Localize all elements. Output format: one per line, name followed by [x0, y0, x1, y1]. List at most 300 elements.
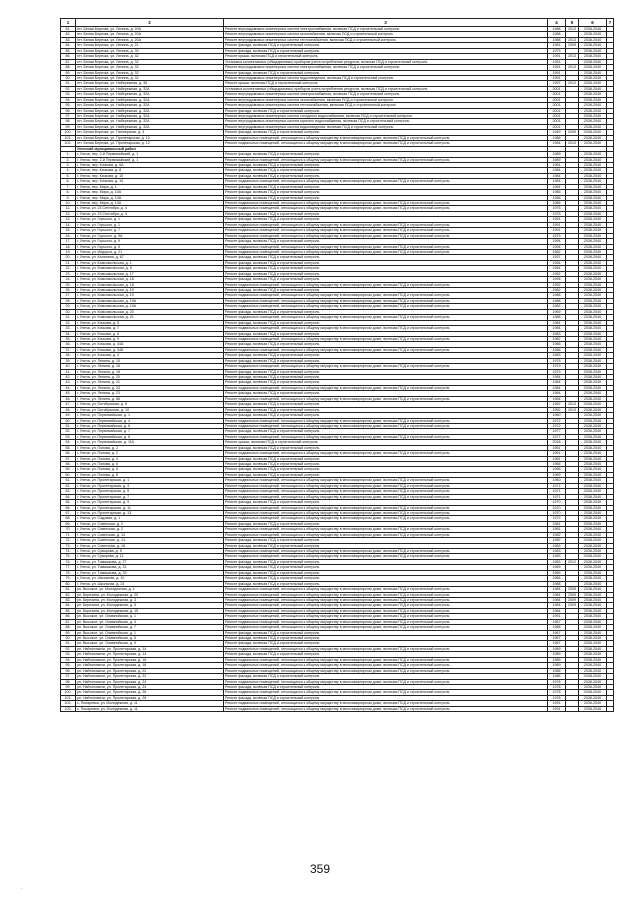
row-address: пгт. Белая Березка, ул. Ленина, д. 30: [76, 48, 224, 53]
margin-mark: ·: [21, 886, 23, 892]
row-planned-period: 2038-2040: [579, 500, 607, 505]
row-number: 80.: [61, 581, 76, 586]
row-planned-period: 2038-2040: [579, 652, 607, 657]
row-number: 99.: [61, 684, 76, 689]
row-number: 83.: [61, 37, 76, 42]
row-year-built: 1984: [548, 141, 566, 146]
row-work-type: Ремонт подвальных помещений, относящихся к общему имуществу в многоквартирном доме, включая ПСД и строительный контроль: [224, 418, 548, 423]
row-work-type: Ремонт фасада, включая ПСД и строительный контроль: [224, 43, 548, 48]
row-work-type: Ремонт фасада, включая ПСД и строительный контроль: [224, 630, 548, 635]
row-year-built: 1979: [548, 364, 566, 369]
row-planned-period: 2038-2040: [579, 456, 607, 461]
row-number: 23.: [61, 271, 76, 276]
row-number: 11.: [61, 206, 76, 211]
row-work-type: Ремонт фасада, включая ПСД и строительный контроль: [224, 108, 548, 113]
row-work-type: Ремонт фасада, включая ПСД и строительный контроль: [224, 70, 548, 75]
row-work-type: Ремонт фасада, включая ПСД и строительный контроль: [224, 559, 548, 564]
row-address: рп. Найтоповичи, ул. Пролетарская, д. 26: [76, 690, 224, 695]
row-year-built: 1969: [548, 570, 566, 575]
row-year-built: 1982: [548, 304, 566, 309]
row-planned-period: 2038-2040: [579, 587, 607, 592]
row-number: 71.: [61, 532, 76, 537]
row-year-built: 1978: [548, 684, 566, 689]
row-work-type: Ремонт фасада, включая ПСД и строительный контроль: [224, 239, 548, 244]
row-number: 98.: [61, 679, 76, 684]
row-address: г. Унеча, ул. Пролетарская, д. 13: [76, 510, 224, 515]
row-planned-period: 2038-2040: [579, 130, 607, 135]
row-year-built: 1970: [548, 500, 566, 505]
row-work-type: Ремонт подвальных помещений, относящихся к общему имуществу в многоквартирном доме, включая ПСД и строительный контроль: [224, 505, 548, 510]
row-number: 25.: [61, 282, 76, 287]
row-address: пгт. Белая Березка, ул. Набережная, д. 32А: [76, 114, 224, 119]
row-number: 17.: [61, 239, 76, 244]
row-number: 93.: [61, 92, 76, 97]
row-number: 12.: [61, 211, 76, 216]
row-address: г. Унеча, ул. Школьная, д. 24: [76, 581, 224, 586]
row-number: 27.: [61, 293, 76, 298]
row-year-built: 1961: [548, 445, 566, 450]
row-work-type: Ремонт подвальных помещений, относящихся к общему имуществу в многоквартирном доме, включая ПСД и строительный контроль: [224, 298, 548, 303]
row-number: 101.: [61, 695, 76, 700]
row-work-type: Ремонт фасада, включая ПСД и строительный контроль: [224, 641, 548, 646]
row-planned-period: 2038-2040: [579, 43, 607, 48]
row-address: г. Унеча, ул. Кочкова, д. 34А: [76, 342, 224, 347]
document-sheet: [60, 18, 613, 712]
row-number: 70.: [61, 527, 76, 532]
row-address: пгт. Белая Березка, ул. Ленина, д. 32: [76, 65, 224, 70]
row-work-type: Ремонт фасада, включая ПСД и строительный контроль: [224, 353, 548, 358]
row-number: 42.: [61, 375, 76, 380]
row-number: 41.: [61, 369, 76, 374]
row-work-type: Ремонт подвальных помещений, относящихся к общему имуществу в многоквартирном доме, включая ПСД и строительный контроль: [224, 701, 548, 706]
row-address: г. Унеча, ул. Калинина, д. 67: [76, 255, 224, 260]
row-planned-period: 2038-2040: [579, 304, 607, 309]
row-year-built: 1975: [548, 48, 566, 53]
row-work-type: Ремонт внутридомовых инженерных систем электроснабжения, включая ПСД и строительный контроль: [224, 27, 548, 32]
row-work-type: Ремонт подвальных помещений, относящихся к общему имуществу в многоквартирном доме, включая ПСД и строительный контроль: [224, 668, 548, 673]
row-address: рп. Высокое, ул. Олимпийская, д. 7: [76, 625, 224, 630]
row-year-built: 1991: [548, 59, 566, 64]
row-year-built: 1960: [548, 413, 566, 418]
row-address: г. Унеча, ул. Кочкова, д. 7: [76, 326, 224, 331]
row-number: 88.: [61, 625, 76, 630]
row-work-type: Ремонт подвальных помещений, относящихся к общему имуществу в многоквартирном доме, включая ПСД и строительный контроль: [224, 625, 548, 630]
row-year-built: 1972: [548, 423, 566, 428]
row-planned-period: 2038-2040: [579, 684, 607, 689]
row-year-built: 1989: [548, 646, 566, 651]
row-year-built: 1983: [548, 554, 566, 559]
row-planned-period: 2038-2040: [579, 92, 607, 97]
row-year-built: 1971: [548, 483, 566, 488]
row-year-built: 1992: [548, 282, 566, 287]
row-year-built: 1989: [548, 152, 566, 157]
row-address: пгт. Белая Березка, ул. Ленина, д. 32: [76, 70, 224, 75]
row-year-built: 1979: [548, 233, 566, 238]
row-address: г. Унеча, пер. Кочкова, д. 6А: [76, 162, 224, 167]
row-year-built: 1991: [548, 65, 566, 70]
row-planned-period: 2038-2040: [579, 222, 607, 227]
row-work-type: Ремонт фасада, включая ПСД и строительный контроль: [224, 402, 548, 407]
row-number: 51.: [61, 423, 76, 428]
row-planned-period: 2038-2040: [579, 565, 607, 570]
row-work-type: Ремонт подвальных помещений, относящихся к общему имуществу в многоквартирном доме, включая ПСД и строительный контроль: [224, 364, 548, 369]
row-work-type: Ремонт подвальных помещений, относящихся к общему имуществу в многоквартирном доме, включая ПСД и строительный контроль: [224, 494, 548, 499]
row-work-type: Ремонт фасада, включая ПСД и строительный контроль: [224, 152, 548, 157]
row-year-built: 1989: [548, 157, 566, 162]
row-number: 35.: [61, 336, 76, 341]
page-number: 359: [309, 862, 331, 876]
row-work-type: Ремонт фасада, включая ПСД и строительный контроль: [224, 429, 548, 434]
row-number: 34.: [61, 331, 76, 336]
row-work-type: Ремонт фасада, включая ПСД и строительный контроль: [224, 636, 548, 641]
row-work-type: Ремонт подвальных помещений, относящихся к общему имуществу в многоквартирном доме, включая ПСД и строительный контроль: [224, 619, 548, 624]
row-planned-period: 2038-2040: [579, 570, 607, 575]
row-address: рп. Высокое, ул. Олимпийская, д. 9: [76, 641, 224, 646]
row-address: г. Унеча, ул. Первомайская, д. 1: [76, 413, 224, 418]
row-address: г. Унеча, ул. Пролетарская, д. 3: [76, 483, 224, 488]
row-year-built: 1977: [548, 429, 566, 434]
row-work-type: Ремонт подвальных помещений, относящихся к общему имуществу в многоквартирном доме, включая ПСД и строительный контроль: [224, 141, 548, 146]
row-year-built: 1966: [548, 576, 566, 581]
row-number: 84.: [61, 603, 76, 608]
row-number: 63.: [61, 489, 76, 494]
row-address: г. Унеча, пер. Мира, д. 10А: [76, 190, 224, 195]
row-year-built: 1964: [548, 266, 566, 271]
row-work-type: Ремонт фасада, включая ПСД и строительный контроль: [224, 413, 548, 418]
row-number: 68.: [61, 516, 76, 521]
row-number: 72.: [61, 538, 76, 543]
row-planned-period: 2038-2040: [579, 472, 607, 477]
row-address: г. Унеча, ул. Пролетарская, д. 5: [76, 489, 224, 494]
row-year-built: 1971: [548, 489, 566, 494]
row-address: г. Унеча, ул. 23 Сентября, д. 4: [76, 206, 224, 211]
row-number: 67.: [61, 510, 76, 515]
row-year-built: 1984: [548, 320, 566, 325]
row-address: г. Унеча, ул. Кочкова, д. 9: [76, 336, 224, 341]
row-address: г. Унеча, ул. Комсомольская, д. 20: [76, 309, 224, 314]
row-year-built: 1964: [548, 396, 566, 401]
row-year-built: 1991: [548, 614, 566, 619]
row-year-built: 1983: [548, 353, 566, 358]
row-planned-period: 2038-2040: [579, 603, 607, 608]
row-number: 93.: [61, 652, 76, 657]
row-year-built: 1964: [548, 162, 566, 167]
row-number: 89.: [61, 70, 76, 75]
row-work-type: Ремонт внутридомовых инженерных систем водоотведения, включая ПСД и строительный контроль: [224, 75, 548, 80]
row-number: 81.: [61, 587, 76, 592]
row-number: 50.: [61, 418, 76, 423]
row-planned-period: 2038-2040: [579, 277, 607, 282]
row-address: рп. Найтоповичи, ул. Пролетарская, д. 14: [76, 646, 224, 651]
row-planned-period: 2038-2040: [579, 630, 607, 635]
row-planned-period: 2038-2040: [579, 65, 607, 70]
row-work-type: Ремонт фасада, включая ПСД и строительный контроль: [224, 168, 548, 173]
row-year-built: 1984: [548, 597, 566, 602]
row-number: 83.: [61, 597, 76, 602]
row-address: пгт. Белая Березка, ул. Ленина, д. 32: [76, 59, 224, 64]
row-address: рп. Найтоповичи, ул. Пролетарская, д. 18: [76, 663, 224, 668]
row-work-type: Ремонт фасада, включая ПСД и строительный контроль: [224, 320, 548, 325]
row-address: рп. Найтоповичи, ул. Пролетарская, д. 24: [76, 679, 224, 684]
row-planned-period: 2038-2040: [579, 70, 607, 75]
row-work-type: Ремонт фасада, включая ПСД и строительный контроль: [224, 445, 548, 450]
row-work-type: Ремонт внутридомовых инженерных систем электроснабжения, включая ПСД и строительный контроль: [224, 92, 548, 97]
row-address: рп. Найтоповичи, ул. Пролетарская, д. 22: [76, 668, 224, 673]
row-work-type: Ремонт подвальных помещений, относящихся к общему имуществу в многоквартирном доме, включая ПСД и строительный контроль: [224, 554, 548, 559]
row-year-built: 1975: [548, 358, 566, 363]
row-address: рп. Березина, ул. Молодежная, д. 15: [76, 608, 224, 613]
row-address: пгт. Белая Березка, ул. Набережная, д. 32А: [76, 124, 224, 129]
row-work-type: Ремонт фасада, включая ПСД и строительный контроль: [224, 195, 548, 200]
row-address: г. Унеча, ул. Ленина, д. 16: [76, 364, 224, 369]
row-planned-period: 2038-2040: [579, 467, 607, 472]
row-planned-period: 2038-2040: [579, 532, 607, 537]
row-number: 2.: [61, 157, 76, 162]
row-year-built: 1971: [548, 494, 566, 499]
row-number: 91.: [61, 641, 76, 646]
row-planned-period: 2038-2040: [579, 135, 607, 140]
row-number: 44.: [61, 385, 76, 390]
row-year-built: 1982: [548, 288, 566, 293]
row-work-type: Ремонт фасада, включая ПСД и строительный контроль: [224, 260, 548, 265]
row-planned-period: 2038-2040: [579, 445, 607, 450]
row-work-type: Ремонт фасада, включая ПСД и строительный контроль: [224, 565, 548, 570]
row-year-built: 1984: [548, 603, 566, 608]
row-year-built: 1986: [548, 195, 566, 200]
row-year-built: 1969: [548, 565, 566, 570]
row-planned-period: 2038-2040: [579, 179, 607, 184]
row-year-built: 1986: [548, 342, 566, 347]
column-header: 2: [76, 19, 224, 27]
row-number: 92.: [61, 86, 76, 91]
row-work-type: Ремонт подвальных помещений, относящихся к общему имуществу в многоквартирном доме, включая ПСД и строительный контроль: [224, 489, 548, 494]
row-planned-period: 2038-2040: [579, 54, 607, 59]
row-number: 56.: [61, 451, 76, 456]
row-address: г. Унеча, ул. Комсомольская, д. 5: [76, 266, 224, 271]
row-address: г. Унеча, ул. Кочкова, д. 8: [76, 331, 224, 336]
row-number: 81.: [61, 27, 76, 32]
row-work-type: Ремонт подвальных помещений, относящихся к общему имуществу в многоквартирном доме, включая ПСД и строительный контроль: [224, 603, 548, 608]
row-work-type: Ремонт фасада, включая ПСД и строительный контроль: [224, 695, 548, 700]
row-number: 62.: [61, 483, 76, 488]
row-year-built: 1986: [548, 347, 566, 352]
row-address: г. Унеча, ул. Горького, д. 1: [76, 217, 224, 222]
row-year-built: 1982: [548, 532, 566, 537]
row-number: 69.: [61, 521, 76, 526]
row-planned-period: 2038-2040: [579, 375, 607, 380]
row-planned-period: 2038-2040: [579, 619, 607, 624]
row-planned-period: 2038-2040: [579, 309, 607, 314]
row-address: с. Писаревка, ул. Молодежная, д. 11: [76, 706, 224, 711]
row-planned-period: 2038-2040: [579, 108, 607, 113]
row-address: г. Унеча, пер. Кочкова, д. 10: [76, 173, 224, 178]
row-number: 53.: [61, 434, 76, 439]
row-planned-period: 2038-2040: [579, 48, 607, 53]
row-planned-period: 2038-2040: [579, 347, 607, 352]
row-year-built: 1964: [548, 184, 566, 189]
column-header: 1: [61, 19, 76, 27]
row-address: рп. Найтоповичи, ул. Пролетарская, д. 24: [76, 684, 224, 689]
row-planned-period: 2038-2040: [579, 516, 607, 521]
row-planned-period: 2038-2040: [579, 462, 607, 467]
row-work-type: Ремонт подвальных помещений, относящихся к общему имуществу в многоквартирном доме, включая ПСД и строительный контроль: [224, 315, 548, 320]
row-address: пгт. Белая Березка, ул. Набережная, д. 32А: [76, 103, 224, 108]
row-work-type: Ремонт внутридомовых инженерных систем холодного водоснабжения, включая ПСД и строительный контроль: [224, 114, 548, 119]
row-work-type: Ремонт подвальных помещений, относящихся к общему имуществу в многоквартирном доме, включая ПСД и строительный контроль: [224, 423, 548, 428]
row-work-type: Ремонт подвальных помещений, относящихся к общему имуществу в многоквартирном доме, включая ПСД и строительный контроль: [224, 483, 548, 488]
row-work-type: Ремонт фасада, включая ПСД и строительный контроль: [224, 309, 548, 314]
row-year-built: 1991: [548, 228, 566, 233]
row-planned-period: 2038-2040: [579, 489, 607, 494]
row-work-type: Ремонт фасада, включая ПСД и строительный контроль: [224, 277, 548, 282]
row-address: г. Унеча, ул. Советская, д. 14: [76, 532, 224, 537]
row-year-built: 1967: [548, 636, 566, 641]
row-work-type: Ремонт подвальных помещений, относящихся к общему имуществу в многоквартирном доме, включая ПСД и строительный контроль: [224, 385, 548, 390]
row-year-built: 1964: [548, 260, 566, 265]
row-planned-period: 2038-2040: [579, 282, 607, 287]
row-planned-period: 2038-2040: [579, 97, 607, 102]
row-work-type: Ремонт подвальных помещений, относящихся к общему имуществу в многоквартирном доме, включая ПСД и строительный контроль: [224, 614, 548, 619]
row-year-built: 1983: [548, 331, 566, 336]
row-work-type: Ремонт подвальных помещений, относящихся к общему имуществу в многоквартирном доме, включая ПСД и строительный контроль: [224, 206, 548, 211]
row-number: 19.: [61, 249, 76, 254]
row-year-built: 1975: [548, 206, 566, 211]
row-work-type: Ремонт подвальных помещений, относящихся к общему имуществу в многоквартирном доме, включая ПСД и строительный контроль: [224, 135, 548, 140]
row-year-repair: 2013: [566, 54, 579, 59]
row-planned-period: 2038-2040: [579, 168, 607, 173]
row-year-built: 1975: [548, 211, 566, 216]
row-planned-period: 2038-2040: [579, 326, 607, 331]
row-number: 86.: [61, 54, 76, 59]
row-number: 43.: [61, 380, 76, 385]
row-address: с. Писаревка, ул. Молодежная, д. 11: [76, 701, 224, 706]
row-address: г. Унеча, ул. Горького, д. 9А: [76, 233, 224, 238]
row-planned-period: 2038-2040: [579, 494, 607, 499]
row-planned-period: 2038-2040: [579, 597, 607, 602]
row-year-built: 1984: [548, 326, 566, 331]
row-planned-period: 2038-2040: [579, 440, 607, 445]
row-year-built: 1988: [548, 37, 566, 42]
row-year-repair: 2012: [566, 559, 579, 564]
row-address: г. Унеча, ул. Индорса, д. 21: [76, 249, 224, 254]
row-number: 85.: [61, 48, 76, 53]
row-number: 9.: [61, 195, 76, 200]
row-work-type: Ремонт фасада, включая ПСД и строительный контроль: [224, 380, 548, 385]
row-address: г. Унеча, ул. Попова, д. 8: [76, 472, 224, 477]
row-planned-period: 2038-2040: [579, 369, 607, 374]
row-year-built: 1984: [548, 173, 566, 178]
row-work-type: Ремонт фасада, включая ПСД и строительный контроль: [224, 462, 548, 467]
row-number: 5.: [61, 173, 76, 178]
row-address: г. Унеча, пер. 2-й Первомайский, д. 1: [76, 152, 224, 157]
row-year-built: 1967: [548, 641, 566, 646]
row-address: пгт. Белая Березка, ул. Пролетарская, д. 10: [76, 135, 224, 140]
row-address: г. Унеча, ул. Октябрьская, д. 10: [76, 407, 224, 412]
row-address: г. Унеча, ул. Первомайская, д. 6: [76, 423, 224, 428]
row-year-repair: 2012: [566, 81, 579, 86]
row-year-repair: 2013: [566, 65, 579, 70]
row-work-type: Ремонт фасада, включая ПСД и строительный контроль: [224, 576, 548, 581]
row-address: г. Унеча, ул. Ленина, д. 21: [76, 380, 224, 385]
row-number: 8.: [61, 190, 76, 195]
row-year-built: 1991: [548, 706, 566, 711]
row-address: пгт. Белая Березка, ул. Набережная, д. 32А: [76, 108, 224, 113]
row-work-type: Ремонт фасада, включая ПСД и строительный контроль: [224, 570, 548, 575]
row-planned-period: 2038-2040: [579, 184, 607, 189]
row-year-built: 2001: [548, 86, 566, 91]
row-number: 90.: [61, 636, 76, 641]
row-address: г. Унеча, ул. Комсомольская, д. 19: [76, 288, 224, 293]
row-number: 88.: [61, 65, 76, 70]
row-number: 89.: [61, 630, 76, 635]
row-address: г. Унеча, ул. Советская, д. 14: [76, 538, 224, 543]
row-work-type: Ремонт подвальных помещений, относящихся к общему имуществу в многоквартирном доме, включая ПСД и строительный контроль: [224, 657, 548, 662]
row-work-type: Ремонт фасада, включая ПСД и строительный контроль: [224, 211, 548, 216]
row-number: 18.: [61, 244, 76, 249]
row-planned-period: 2038-2040: [579, 260, 607, 265]
row-number: 55.: [61, 445, 76, 450]
row-number: 77.: [61, 565, 76, 570]
row-number: 59.: [61, 467, 76, 472]
row-work-type: Ремонт фасада, включая ПСД и строительный контроль: [224, 217, 548, 222]
row-year-built: 2001: [548, 119, 566, 124]
row-number: 73.: [61, 543, 76, 548]
row-planned-period: 2038-2040: [579, 190, 607, 195]
row-work-type: Ремонт фасада, включая ПСД и строительный контроль: [224, 467, 548, 472]
row-address: пгт. Белая Березка, ул. Набережная, д. 32А: [76, 97, 224, 102]
row-work-type: Ремонт фасада, включая ПСД и строительный контроль: [224, 375, 548, 380]
row-address: пгт. Белая Березка, ул. Ленина, д. 32: [76, 75, 224, 80]
row-planned-period: 2038-2040: [579, 413, 607, 418]
row-work-type: Ремонт фасада, включая ПСД и строительный контроль: [224, 456, 548, 461]
row-year-built: 1986: [548, 668, 566, 673]
row-year-built: 1989: [548, 663, 566, 668]
row-address: пгт. Белая Березка, ул. Набережная, д. 36: [76, 81, 224, 86]
row-number: 21.: [61, 260, 76, 265]
row-work-type: Ремонт подвальных помещений, относящихся к общему имуществу в многоквартирном доме, включая ПСД и строительный контроль: [224, 293, 548, 298]
row-planned-period: 2038-2040: [579, 37, 607, 42]
row-work-type: Ремонт подвальных помещений, относящихся к общему имуществу в многоквартирном доме, включая ПСД и строительный контроль: [224, 157, 548, 162]
row-work-type: Ремонт подвальных помещений, относящихся к общему имуществу в многоквартирном доме, включая ПСД и строительный контроль: [224, 249, 548, 254]
row-planned-period: 2038-2040: [579, 119, 607, 124]
row-planned-period: 2038-2040: [579, 157, 607, 162]
row-number: 37.: [61, 347, 76, 352]
row-year-built: 1984: [548, 375, 566, 380]
row-number: 31.: [61, 315, 76, 320]
row-year-built: 1962: [548, 249, 566, 254]
row-address: г. Унеча, пер. Мира, д. 10А: [76, 201, 224, 206]
row-planned-period: 2038-2040: [579, 298, 607, 303]
row-address: пгт. Белая Березка, ул. Набережная, д. 32А: [76, 119, 224, 124]
row-address: г. Унеча, ул. Горького, д. 9: [76, 244, 224, 249]
row-address: г. Унеча, ул. Комсомольская, д. 19: [76, 293, 224, 298]
row-address: г. Унеча, ул. Ленина, д. 23: [76, 391, 224, 396]
row-planned-period: 2038-2040: [579, 559, 607, 564]
row-year-built: 1949: [548, 130, 566, 135]
row-planned-period: 2038-2040: [579, 391, 607, 396]
row-planned-period: 2038-2040: [579, 320, 607, 325]
row-planned-period: 2038-2040: [579, 646, 607, 651]
row-work-type: Ремонт подвальных помещений, относящихся к общему имуществу в многоквартирном доме, включая ПСД и строительный контроль: [224, 646, 548, 651]
row-year-built: 1996: [548, 277, 566, 282]
row-year-built: 2018: [548, 440, 566, 445]
row-address: г. Унеча, ул. Попова, д. 6: [76, 467, 224, 472]
row-number: 66.: [61, 505, 76, 510]
row-address: г. Унеча, ул. Советская, д. 2: [76, 527, 224, 532]
row-work-type: Ремонт подвальных помещений, относящихся к общему имуществу в многоквартирном доме, включая ПСД и строительный контроль: [224, 451, 548, 456]
row-year-built: 1982: [548, 538, 566, 543]
row-year-built: 1986: [548, 674, 566, 679]
